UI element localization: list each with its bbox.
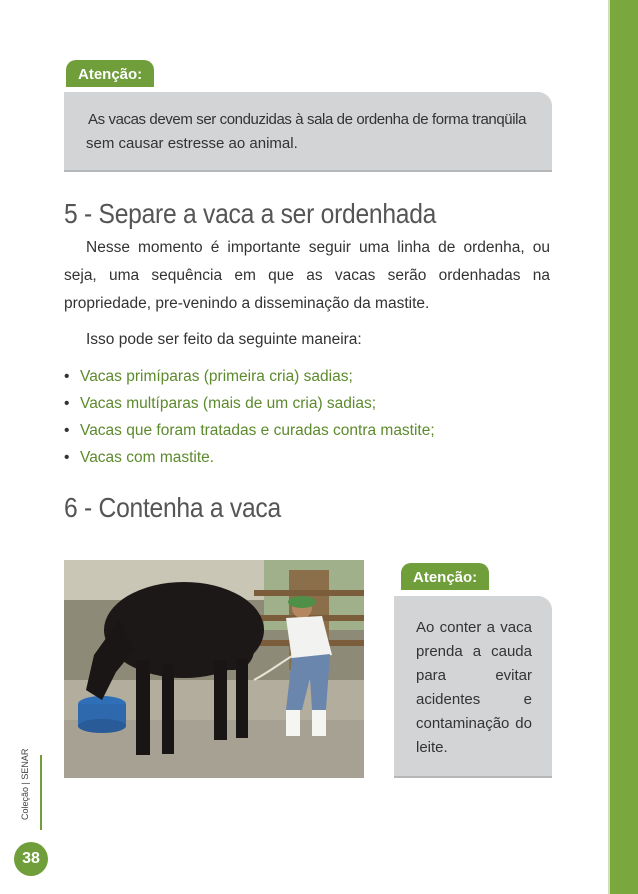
attention-label: Atenção: xyxy=(78,66,143,83)
attention-text: Ao conter a vaca prenda a cauda para evitar acidentes e contaminação do leite. xyxy=(416,619,532,756)
attention-tab-1 xyxy=(66,60,154,87)
list-item: • Vacas multíparas (mais de um cria) sadias; xyxy=(64,395,377,412)
cow-photo-illustration xyxy=(64,560,364,778)
sidebar-stripe xyxy=(610,0,638,894)
section5-paragraph-1: Nesse momento é importante seguir uma linha de ordenha, ou seja, uma sequência em que as vacas serão ordenhadas na propriedade, pre-venindo a disseminação da mastite. xyxy=(64,239,550,312)
section-title-5: 5 - Separe a vaca a ser ordenhada xyxy=(64,198,437,229)
cow-restraint-photo xyxy=(64,560,364,778)
section5-paragraph-2: Isso pode ser feito da seguinte maneira: xyxy=(86,331,362,348)
attention-label: Atenção: xyxy=(413,569,478,586)
list-item: • Vacas que foram tratadas e curadas contra mastite; xyxy=(64,422,435,439)
attention-box-2 xyxy=(394,596,552,776)
milking-order-list xyxy=(64,363,544,471)
collection-label: Coleção | SENAR xyxy=(20,748,30,820)
attention-tab-2 xyxy=(401,563,489,590)
collection-divider xyxy=(40,755,42,830)
attention-text-line2: sem causar estresse ao animal. xyxy=(86,135,298,152)
section-title-6: 6 - Contenha a vaca xyxy=(64,492,281,523)
list-item: • Vacas primíparas (primeira cria) sadias; xyxy=(64,368,353,385)
attention-text-line1: As vacas devem ser conduzidas à sala de ordenha de forma tranqüila xyxy=(88,111,527,128)
attention-box-1 xyxy=(64,92,552,170)
list-item: • Vacas com mastite. xyxy=(64,449,215,466)
page-number: 38 xyxy=(14,842,48,876)
